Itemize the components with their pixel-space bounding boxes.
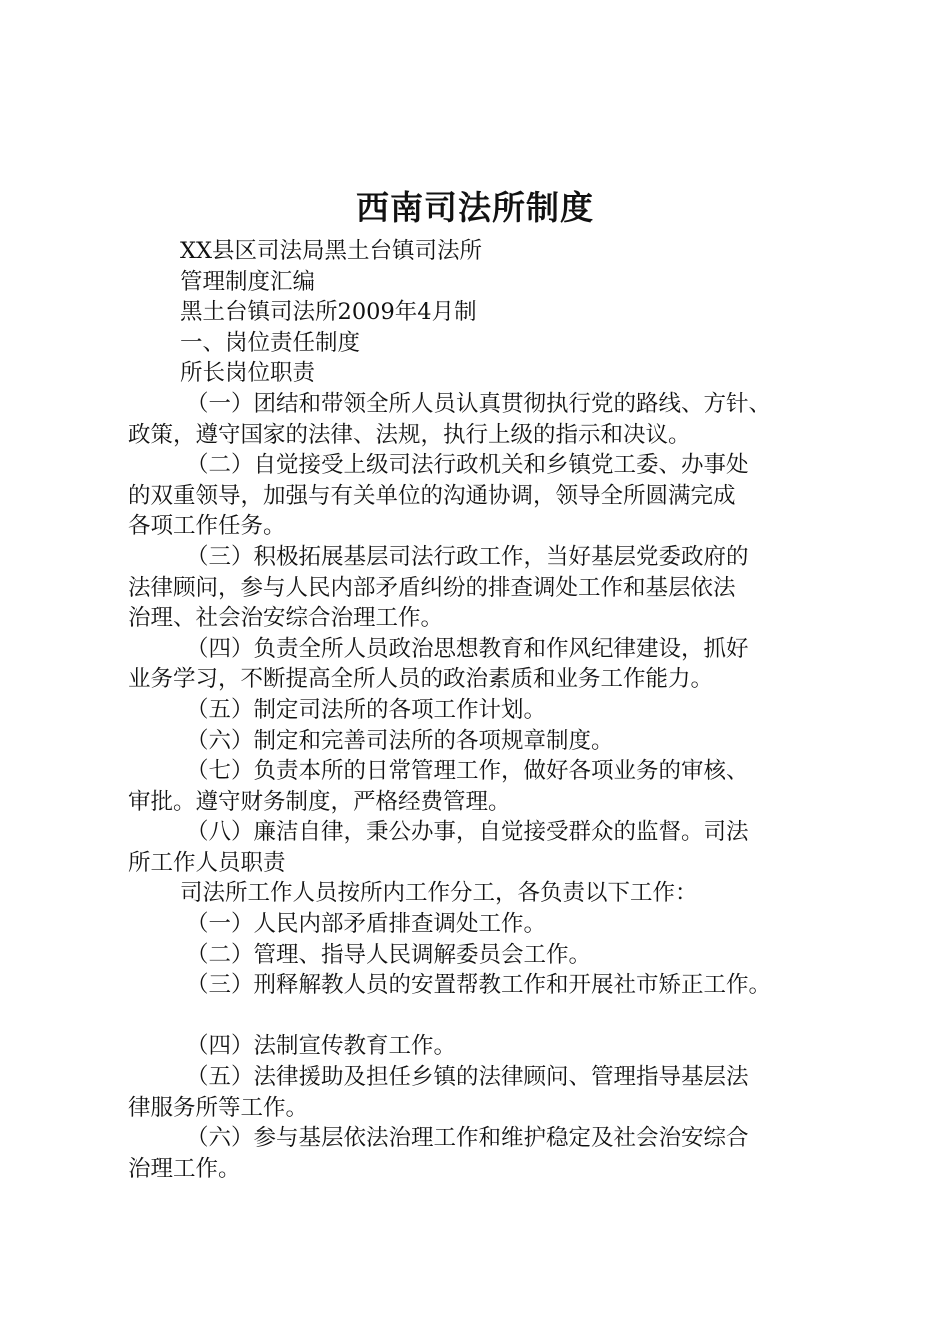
paragraph-line: （四）负责全所人员政治思想教育和作风纪律建设，抓好 [186, 635, 749, 662]
list-item: （二）管理、指导人民调解委员会工作。 [186, 941, 592, 968]
section-heading: 一、岗位责任制度 [180, 329, 361, 356]
paragraph-line: （八）廉洁自律，秉公办事，自觉接受群众的监督。司法 [186, 819, 749, 846]
paragraph-line: 的双重领导，加强与有关单位的沟通协调，领导全所圆满完成 [128, 482, 736, 509]
paragraph-line: 司法所工作人员按所内工作分工，各负责以下工作： [180, 880, 698, 907]
list-item: （三）刑释解教人员的安置帮教工作和开展社市矫正工作。 [186, 972, 772, 999]
paragraph-line: 审批。遵守财务制度，严格经费管理。 [128, 788, 511, 815]
paragraph-line: 所工作人员职责 [128, 849, 286, 876]
paragraph-line: （六）制定和完善司法所的各项规章制度。 [186, 727, 614, 754]
list-item: （一）人民内部矛盾排查调处工作。 [186, 911, 547, 938]
list-item: （四）法制宣传教育工作。 [186, 1033, 457, 1060]
paragraph-line: （五）制定司法所的各项工作计划。 [186, 696, 547, 723]
paragraph-line: （三）积极拓展基层司法行政工作，当好基层党委政府的 [186, 543, 749, 570]
paragraph-line: 业务学习，不断提高全所人员的政治素质和业务工作能力。 [128, 666, 714, 693]
subsection-heading: 所长岗位职责 [180, 360, 316, 387]
paragraph-line: （七）负责本所的日常管理工作，做好各项业务的审核、 [186, 758, 749, 785]
paragraph-line: 黑土台镇司法所2009年4月制 [180, 299, 477, 326]
paragraph-line: 管理制度汇编 [180, 268, 316, 295]
paragraph-line: （一）团结和带领全所人员认真贯彻执行党的路线、方针、 [186, 390, 772, 417]
paragraph-line: XX县区司法局黑土台镇司法所 [180, 238, 483, 264]
paragraph-line: 治理工作。 [128, 1155, 241, 1182]
list-item: （六）参与基层依法治理工作和维护稳定及社会治安综合 [186, 1125, 749, 1152]
paragraph-line: 律服务所等工作。 [128, 1094, 309, 1121]
paragraph-line: 治理、社会治安综合治理工作。 [128, 605, 444, 632]
paragraph-line: 政策，遵守国家的法律、法规，执行上级的指示和决议。 [128, 421, 691, 448]
paragraph-line: 各项工作任务。 [128, 513, 286, 540]
document-title: 西南司法所制度 [356, 188, 594, 227]
paragraph-line: 法律顾问，参与人民内部矛盾纠纷的排查调处工作和基层依法 [128, 574, 736, 601]
blank-line [128, 1001, 840, 1032]
paragraph-line: （二）自觉接受上级司法行政机关和乡镇党工委、办事处 [186, 452, 749, 479]
list-item: （五）法律援助及担任乡镇的法律顾问、管理指导基层法 [186, 1064, 749, 1091]
document-body [128, 236, 840, 1184]
